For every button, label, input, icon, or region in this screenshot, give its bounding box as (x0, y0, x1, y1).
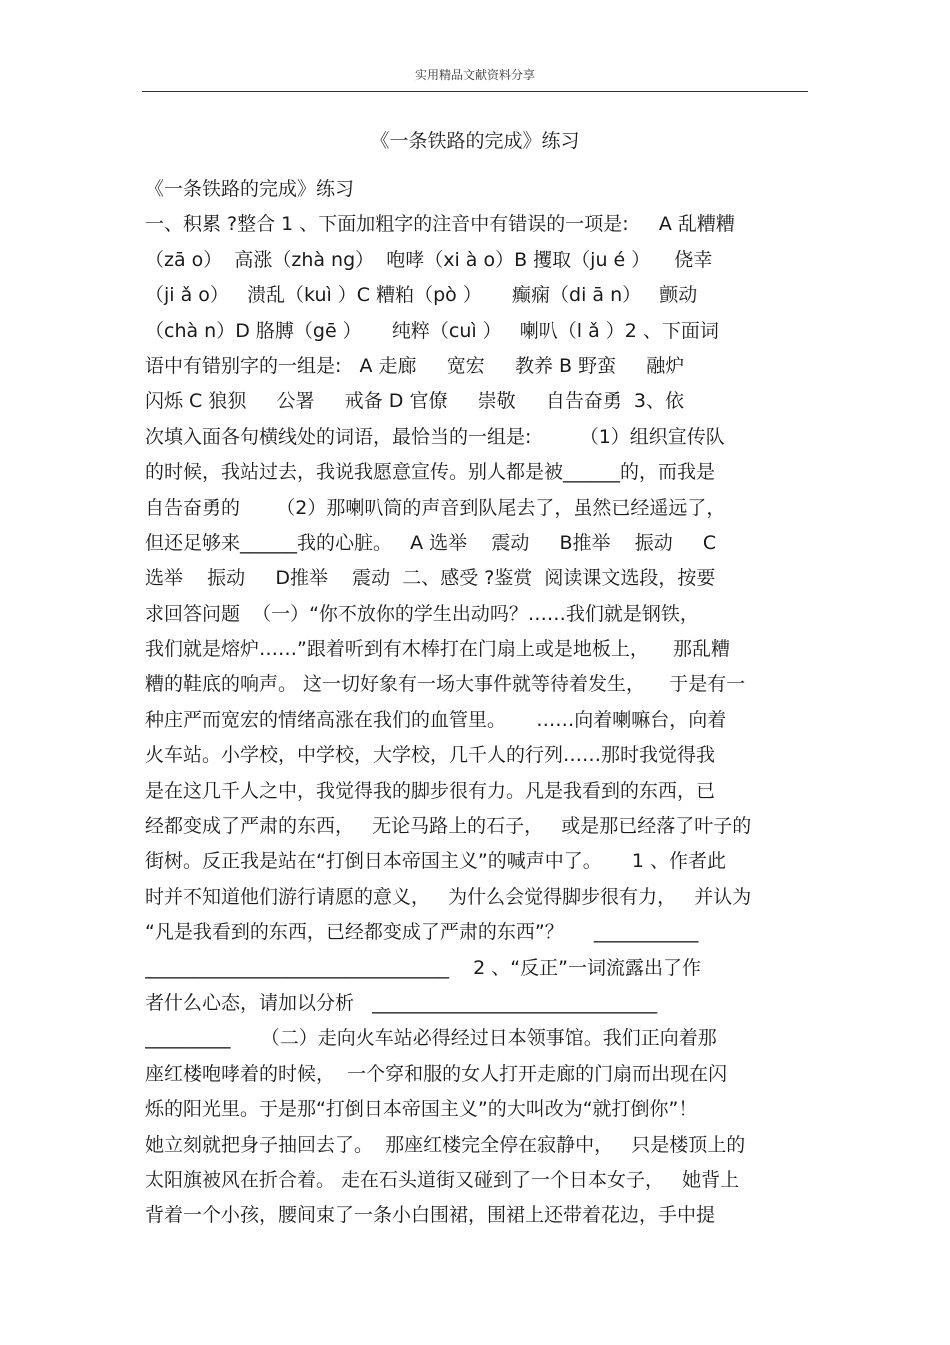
body-line: 时并不知道他们游行请愿的意义， 为什么会觉得脚步很有力， 并认为 (145, 885, 752, 908)
body-line: 烁的阳光里。于是那“打倒日本帝国主义”的大叫改为“就打倒你”！ (145, 1098, 698, 1121)
body-line: 《一条铁路的完成》练习 (145, 178, 355, 200)
body-line: 街树。反正我是站在“打倒日本帝国主义”的喊声中了。 1 、作者此 (145, 850, 727, 873)
body-line: 糟的鞋底的响声。 这一切好象有一场大事件就等待着发生， 于是有一 (145, 673, 746, 696)
body-line: 经都变成了严肃的东西， 无论马路上的石子， 或是那已经落了叶子的 (145, 815, 752, 838)
body-line: 火车站。小学校，中学校，大学校，几千人的行列……那时我觉得我 (145, 744, 716, 767)
body-line: 她立刻就把身子抽回去了。 那座红楼完全停在寂静中， 只是楼顶上的 (145, 1133, 746, 1156)
body-line: 但还足够来______我的心脏。 A 选举 震动 B推举 振动 C (145, 531, 717, 554)
body-line: （chà n）D 胳膊（gē ） 纯粹（cuì ） 喇叭（l ǎ ）2 、下面词 (145, 319, 719, 342)
body-line: （ji ǎ o） 溃乱（kuì ）C 糟粕（pò ） 癫痫（di ā n） 颤动 (145, 284, 698, 307)
body-line: ________________________________ 2 、“反正”一词流露出了作 (145, 956, 701, 979)
body-line: 语中有错别字的一组是: A 走廊 宽宏 教养 B 野蛮 融炉 (145, 354, 685, 377)
header-divider (142, 91, 808, 92)
body-line: 一、积累 ?整合 1 、下面加粗字的注音中有错误的一项是: A 乱糟糟 (145, 213, 735, 236)
body-line: 我们就是熔炉……”跟着听到有木棒打在门扇上或是地板上， 那乱糟 (145, 638, 731, 661)
document-body (145, 172, 805, 1234)
body-line: 的时候，我站过去，我说我愿意宣传。别人都是被______的，而我是 (145, 461, 716, 484)
body-line: 选举 振动 D推举 震动 二、感受 ?鉴赏 阅读课文选段，按要 (145, 567, 716, 590)
page-header: 实用精品文献资料分享 (414, 68, 535, 82)
body-line: 太阳旗被风在折合着。 走在石头道街又碰到了一个日本女子， 她背上 (145, 1168, 740, 1191)
body-line: 种庄严而宽宏的情绪高涨在我们的血管里。 ……向着喇嘛台，向着 (145, 708, 727, 731)
document-title: 《一条铁路的完成》练习 (370, 130, 580, 152)
body-line: 求回答问题 （一）“你不放你的学生出动吗？……我们就是钢铁， (145, 602, 699, 625)
body-line: 者什么心态，请加以分析 ______________________________ (145, 991, 658, 1014)
body-line: 座红楼咆哮着的时候， 一个穿和服的女人打开走廊的门扇而出现在闪 (145, 1062, 728, 1085)
body-line: 闪烁 C 狼狈 公署 戒备 D 官僚 崇敬 自告奋勇 3、依 (145, 390, 685, 413)
body-line: 自告奋勇的 （2）那喇叭筒的声音到队尾去了，虽然已经遥远了， (145, 496, 726, 519)
body-line: 背着一个小孩，腰间束了一条小白围裙，围裙上还带着花边，手中提 (145, 1204, 716, 1227)
body-line: “凡是我看到的东西，已经都变成了严肃的东西”？ ___________ (145, 921, 699, 944)
body-line: 是在这几千人之中，我觉得我的脚步很有力。凡是我看到的东西，已 (145, 779, 716, 802)
body-line: _________ （二）走向火车站必得经过日本领事馆。我们正向着那 (145, 1027, 717, 1050)
body-line: 次填入面各句横线处的词语，最恰当的一组是: （1）组织宣传队 (145, 425, 725, 448)
body-line: （zā o） 高涨（zhà ng） 咆哮（xi à o）B 攫取（ju é ） 侥幸 (145, 248, 713, 271)
